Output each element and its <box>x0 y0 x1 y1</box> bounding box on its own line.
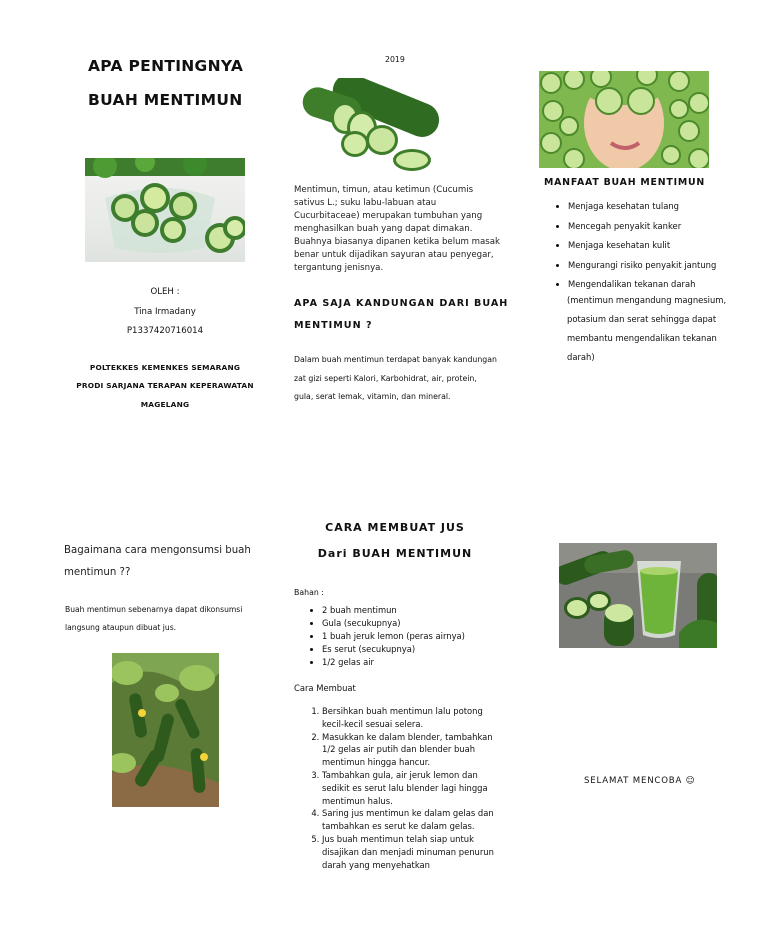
benefit-item: • Menjaga kesehatan kulit <box>568 236 758 256</box>
intro-line: menghasilkan buah yang dapat dimakan. <box>294 224 473 234</box>
intro-line: benar untuk dijadikan sayuran atau penyegar, <box>294 250 494 260</box>
consume-question <box>64 540 251 584</box>
closing-text: SELAMAT MENCOBA ☺ <box>584 776 696 786</box>
step-line: 4. Saring jus mentimun ke dalam gelas dan <box>322 808 494 819</box>
step-line: 1. Bersihkan buah mentimun lalu potong <box>322 706 483 716</box>
step-line: 3. Tambahkan gula, air jeruk lemon dan <box>322 769 478 780</box>
benefit-item: • Mencegah penyakit kanker <box>568 217 758 237</box>
cucumber-plant-photo <box>112 653 219 807</box>
steps-list <box>296 705 532 871</box>
benefit-item: • Mengendalikan tekanan darah <box>568 275 758 295</box>
step-item <box>322 833 532 871</box>
intro-paragraph <box>294 184 504 275</box>
cucumber-bowl-photo <box>85 158 245 262</box>
intro-line: tergantung jenisnya. <box>294 263 384 273</box>
cover-title-line1: APA PENTINGNYA <box>88 57 244 75</box>
consume-answer-line: langsung ataupun dibuat jus. <box>65 623 177 632</box>
benefit-item: • Menjaga kesehatan tulang <box>568 197 758 217</box>
method-label: Cara Membuat <box>294 683 356 693</box>
year-label: 2019 <box>385 55 405 64</box>
ingredients-list <box>296 604 522 669</box>
author-name: Tina Irmadany <box>134 307 196 317</box>
cucumber-slices-photo <box>300 78 440 175</box>
benefits-heading: MANFAAT BUAH MENTIMUN <box>544 177 706 188</box>
step-line: mentimun halus. <box>322 795 393 806</box>
intro-line: sativus L.; suku labu-labuan atau <box>294 198 437 208</box>
benefits-note <box>567 291 737 367</box>
step-line: sedikit es serut lalu blender lagi hingga <box>322 782 488 793</box>
contents-line: gula, serat lemak, vitamin, dan mineral. <box>294 392 451 401</box>
intro-line: Cucurbitaceae) merupakan tumbuhan yang <box>294 211 483 221</box>
face-cucumber-photo <box>539 71 709 168</box>
benefits-list <box>542 197 758 295</box>
step-line: 2. Masukkan ke dalam blender, tambahkan <box>322 731 493 742</box>
step-line: darah yang menyehatkan <box>322 859 430 870</box>
benefit-note-line: potasium dan serat sehingga dapat <box>567 314 717 324</box>
benefit-note-line: membantu mengendalikan tekanan <box>567 333 717 343</box>
step-item <box>322 807 532 833</box>
benefit-item: • Mengurangi risiko penyakit jantung <box>568 256 758 276</box>
consume-question-line: mentimun ?? <box>64 567 131 578</box>
consume-answer-line: Buah mentimun sebenarnya dapat dikonsumsi <box>65 605 243 614</box>
contents-heading-line1: APA SAJA KANDUNGAN DARI BUAH <box>294 298 509 309</box>
by-label: OLEH : <box>150 287 180 297</box>
institution-line2: PRODI SARJANA TERAPAN KEPERAWATAN <box>76 381 254 390</box>
author-id: P1337420716014 <box>126 326 204 336</box>
intro-line: Buahnya biasanya dipanen ketika belum masak <box>294 237 501 247</box>
step-line: 5. Jus buah mentimun telah siap untuk <box>322 833 474 844</box>
step-item <box>322 705 532 731</box>
contents-heading-line2: MENTIMUN ? <box>294 320 373 331</box>
consume-question-line: Bagaimana cara mengonsumsi buah <box>64 545 251 556</box>
step-line: tambahkan es serut ke dalam gelas. <box>322 821 475 832</box>
ingredient-item: • 1 buah jeruk lemon (peras airnya) <box>322 630 522 643</box>
cover-title-line2: BUAH MENTIMUN <box>88 91 243 109</box>
contents-line: zat gizi seperti Kalori, Karbohidrat, air, protein, <box>294 373 477 383</box>
recipe-title-line2: Dari BUAH MENTIMUN <box>317 547 473 560</box>
step-item <box>322 769 532 807</box>
step-line: 1/2 gelas air putih dan blender buah <box>322 744 476 755</box>
institution-line3: MAGELANG <box>140 400 190 409</box>
ingredients-label: Bahan : <box>294 588 324 597</box>
recipe-title-line1: CARA MEMBUAT JUS <box>325 521 465 534</box>
ingredient-item: • 2 buah mentimun <box>322 604 522 617</box>
step-line: mentimun hingga hancur. <box>322 757 431 768</box>
consume-answer <box>65 601 242 637</box>
intro-line: Mentimun, timun, atau ketimun (Cucumis <box>294 185 474 195</box>
ingredient-item: • 1/2 gelas air <box>322 656 522 669</box>
cucumber-juice-photo <box>559 543 717 648</box>
step-line: kecil-kecil sesuai selera. <box>322 718 424 729</box>
contents-paragraph <box>294 351 504 407</box>
institution-line1: POLTEKKES KEMENKES SEMARANG <box>89 363 241 372</box>
ingredient-item: • Es serut (secukupnya) <box>322 643 522 656</box>
benefit-note-line: (mentimun mengandung magnesium, <box>567 295 727 305</box>
step-line: disajikan dan menjadi minuman penurun <box>322 846 494 857</box>
step-item <box>322 731 532 769</box>
ingredient-item: • Gula (secukupnya) <box>322 617 522 630</box>
contents-line: Dalam buah mentimun terdapat banyak kandungan <box>294 355 497 364</box>
benefit-note-line: darah) <box>567 352 595 362</box>
